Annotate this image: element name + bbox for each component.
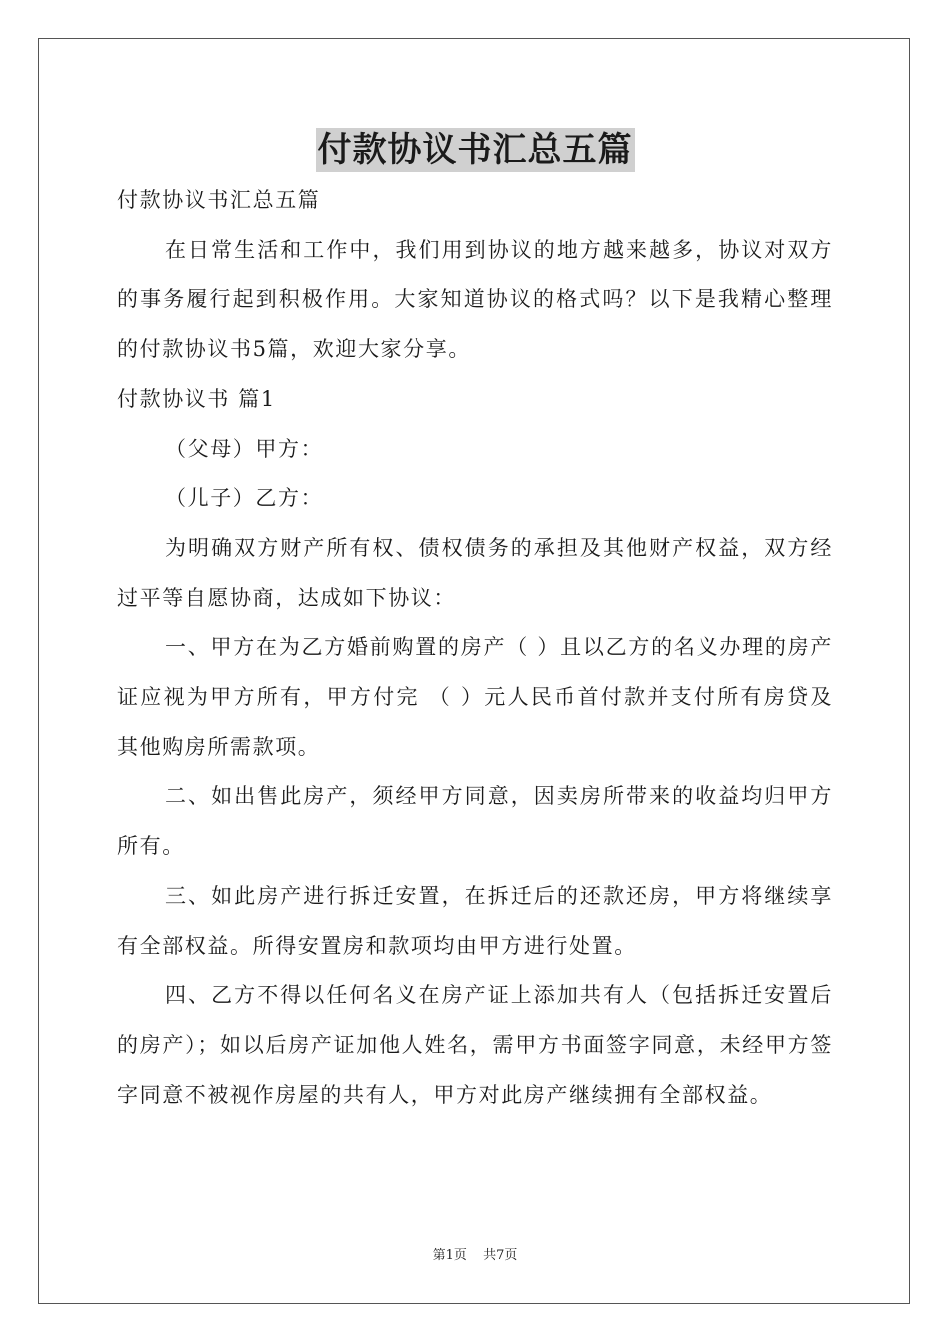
- title-wrap: [0, 128, 950, 172]
- document-title: 付款协议书汇总五篇: [317, 130, 633, 170]
- page-total: 共7页: [483, 1248, 518, 1263]
- document-subtitle: 付款协议书汇总五篇: [117, 188, 321, 212]
- paragraph: 在日常生活和工作中，我们用到协议的地方越来越多，协议对双方的事务履行起到积极作用。大家知道协议的格式吗？以下是我精心整理的付款协议书5篇，欢迎大家分享。: [117, 237, 833, 362]
- document-body: [117, 176, 833, 1120]
- page-footer: [0, 1247, 950, 1265]
- page-number: 第1页: [432, 1248, 467, 1263]
- paragraph: 付款协议书 篇1: [117, 386, 276, 411]
- paragraph: （父母）甲方：: [165, 436, 324, 461]
- paragraph: 三、如此房产进行拆迁安置，在拆迁后的还款还房，甲方将继续享有全部权益。所得安置房和款项均由甲方进行处置。: [117, 883, 833, 958]
- paragraph: 四、乙方不得以任何名义在房产证上添加共有人（包括拆迁安置后的房产）；如以后房产证加他人姓名，需甲方书面签字同意，未经甲方签字同意不被视作房屋的共有人，甲方对此房产继续拥有全部权益。: [117, 983, 833, 1107]
- paragraph: （儿子）乙方：: [165, 486, 324, 511]
- paragraph: 为明确双方财产所有权、债权债务的承担及其他财产权益，双方经过平等自愿协商，达成如下协议：: [117, 535, 833, 610]
- paragraph: 二、如出售此房产，须经甲方同意，因卖房所带来的收益均归甲方所有。: [117, 784, 833, 859]
- paragraph: 一、甲方在为乙方婚前购置的房产（ ）且以乙方的名义办理的房产证应视为甲方所有，甲方付完 （ ）元人民币首付款并支付所有房贷及其他购房所需款项。: [117, 635, 833, 759]
